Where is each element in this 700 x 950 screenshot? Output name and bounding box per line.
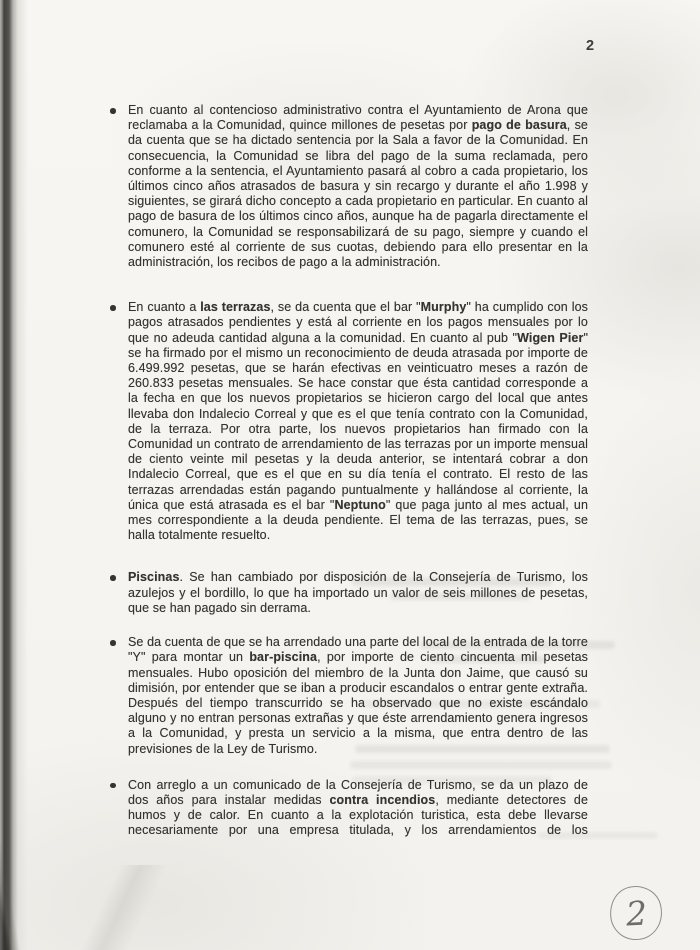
bullet-icon xyxy=(108,635,128,757)
page-number: 2 xyxy=(586,38,595,54)
bullet-item xyxy=(108,635,588,757)
document-body xyxy=(108,103,588,839)
paragraph-piscinas: Piscinas. Se han cambiado por disposición de la Consejería de Turismo, los azulejos y el bordillo, lo que ha importado un valor de seis millones de pesetas, que se han pagado sin derrama. xyxy=(128,570,588,615)
bullet-item xyxy=(108,778,588,839)
handwritten-page-number: 2 xyxy=(624,892,648,934)
handwritten-page-mark xyxy=(606,883,665,944)
bullet-item xyxy=(108,570,588,616)
paragraph-bar-piscina: Se da cuenta de que se ha arrendado una parte del local de la entrada de la torre "Y" para montar un bar-piscina, por importe de ciento cincuenta mil pesetas mensuales. Hubo oposición del miembro de la Junta don Jaime, que causó su dimisión, por entender que se iban a producir escandalos o entrar gente extraña. Después del tiempo transcurrido se ha observado que no existe escándalo alguno y no entran personas extrañas y que éste arrendamiento genera ingresos a la Comunidad, y presta un servicio a la misma, que entra dentro de las previsiones de la Ley de Turismo. xyxy=(128,635,588,756)
paragraph-incendios: Con arreglo a un comunicado de la Consejería de Turismo, se da un plazo de dos años para instalar medidas contra incendios, mediante detectores de humos y de calor. En cuanto a la explotación turistica, esta debe llevarse necesariamente por una empresa titulada, y los arrendamientos de los xyxy=(128,777,588,838)
bullet-icon xyxy=(108,778,128,839)
paragraph-basura: En cuanto al contencioso administrativo contra el Ayuntamiento de Arona que reclamaba a la Comunidad, quince millones de pesetas por pago de basura, se da cuenta que se ha dictado sentencia por la Sala a favor de la Comunidad. En consecuencia, la Comunidad se libra del pago de la suma reclamada, pero conforme a la sentencia, el Ayuntamiento pasará al cobro a cada propietario, los últimos cinco años atrasados de basura y sin recargo y durante el año 1.998 y siguientes, se girará dicho concepto a cada propietario en particular. En cuanto al pago de basura de los últimos cinco años, aunque ha de pagarla directamente el comunero, la Comunidad se responsabilizará de su pago, siempre y cuando el comunero esté al corriente de sus cuotas, debiendo para ello presentar en la administración, los recibos de pago a la administración. xyxy=(128,103,588,270)
scan-edge-left xyxy=(0,0,28,950)
scan-edge-left-bottom xyxy=(0,810,22,950)
bullet-icon xyxy=(108,570,128,616)
bullet-item xyxy=(108,300,588,543)
bullet-icon xyxy=(108,300,128,543)
bullet-icon xyxy=(108,103,128,270)
paper-crease xyxy=(0,865,260,950)
bullet-item xyxy=(108,103,588,270)
paragraph-terrazas: En cuanto a las terrazas, se da cuenta que el bar "Murphy" ha cumplido con los pagos atrasados pendientes y está al corriente en los pagos mensuales por lo que no adeuda cantidad alguna a la comunidad. En cuanto al pub "Wigen Pier" se ha firmado por el mismo un reconocimiento de deuda atrasada por importe de 6.499.992 pesetas, que se harán efectivas en veinticuatro meses a razón de 260.833 pesetas mensuales. Se hace constar que ésta cantidad corresponde a la fecha en que los nuevos propietarios se hicieron cargo del local que antes llevaba don Indalecio Correal y que es el que tenía contrato con la Comunidad, de la terraza. Por otra parte, los nuevos propietarios han firmado con la Comunidad un contrato de arrendamiento de las terrazas por un importe mensual de ciento veinte mil pesetas y la deuda anterior, se intentará cobrar a don Indalecio Correal, que es el que en su día tenía el contrato. El resto de las terrazas arrendadas están pagando puntualmente y hallándose al corriente, la única que está atrasada es el bar "Neptuno" que paga junto al mes actual, un mes correspondiente a la deuda pendiente. El tema de las terrazas, pues, se halla totalmente resuelto. xyxy=(128,300,588,543)
